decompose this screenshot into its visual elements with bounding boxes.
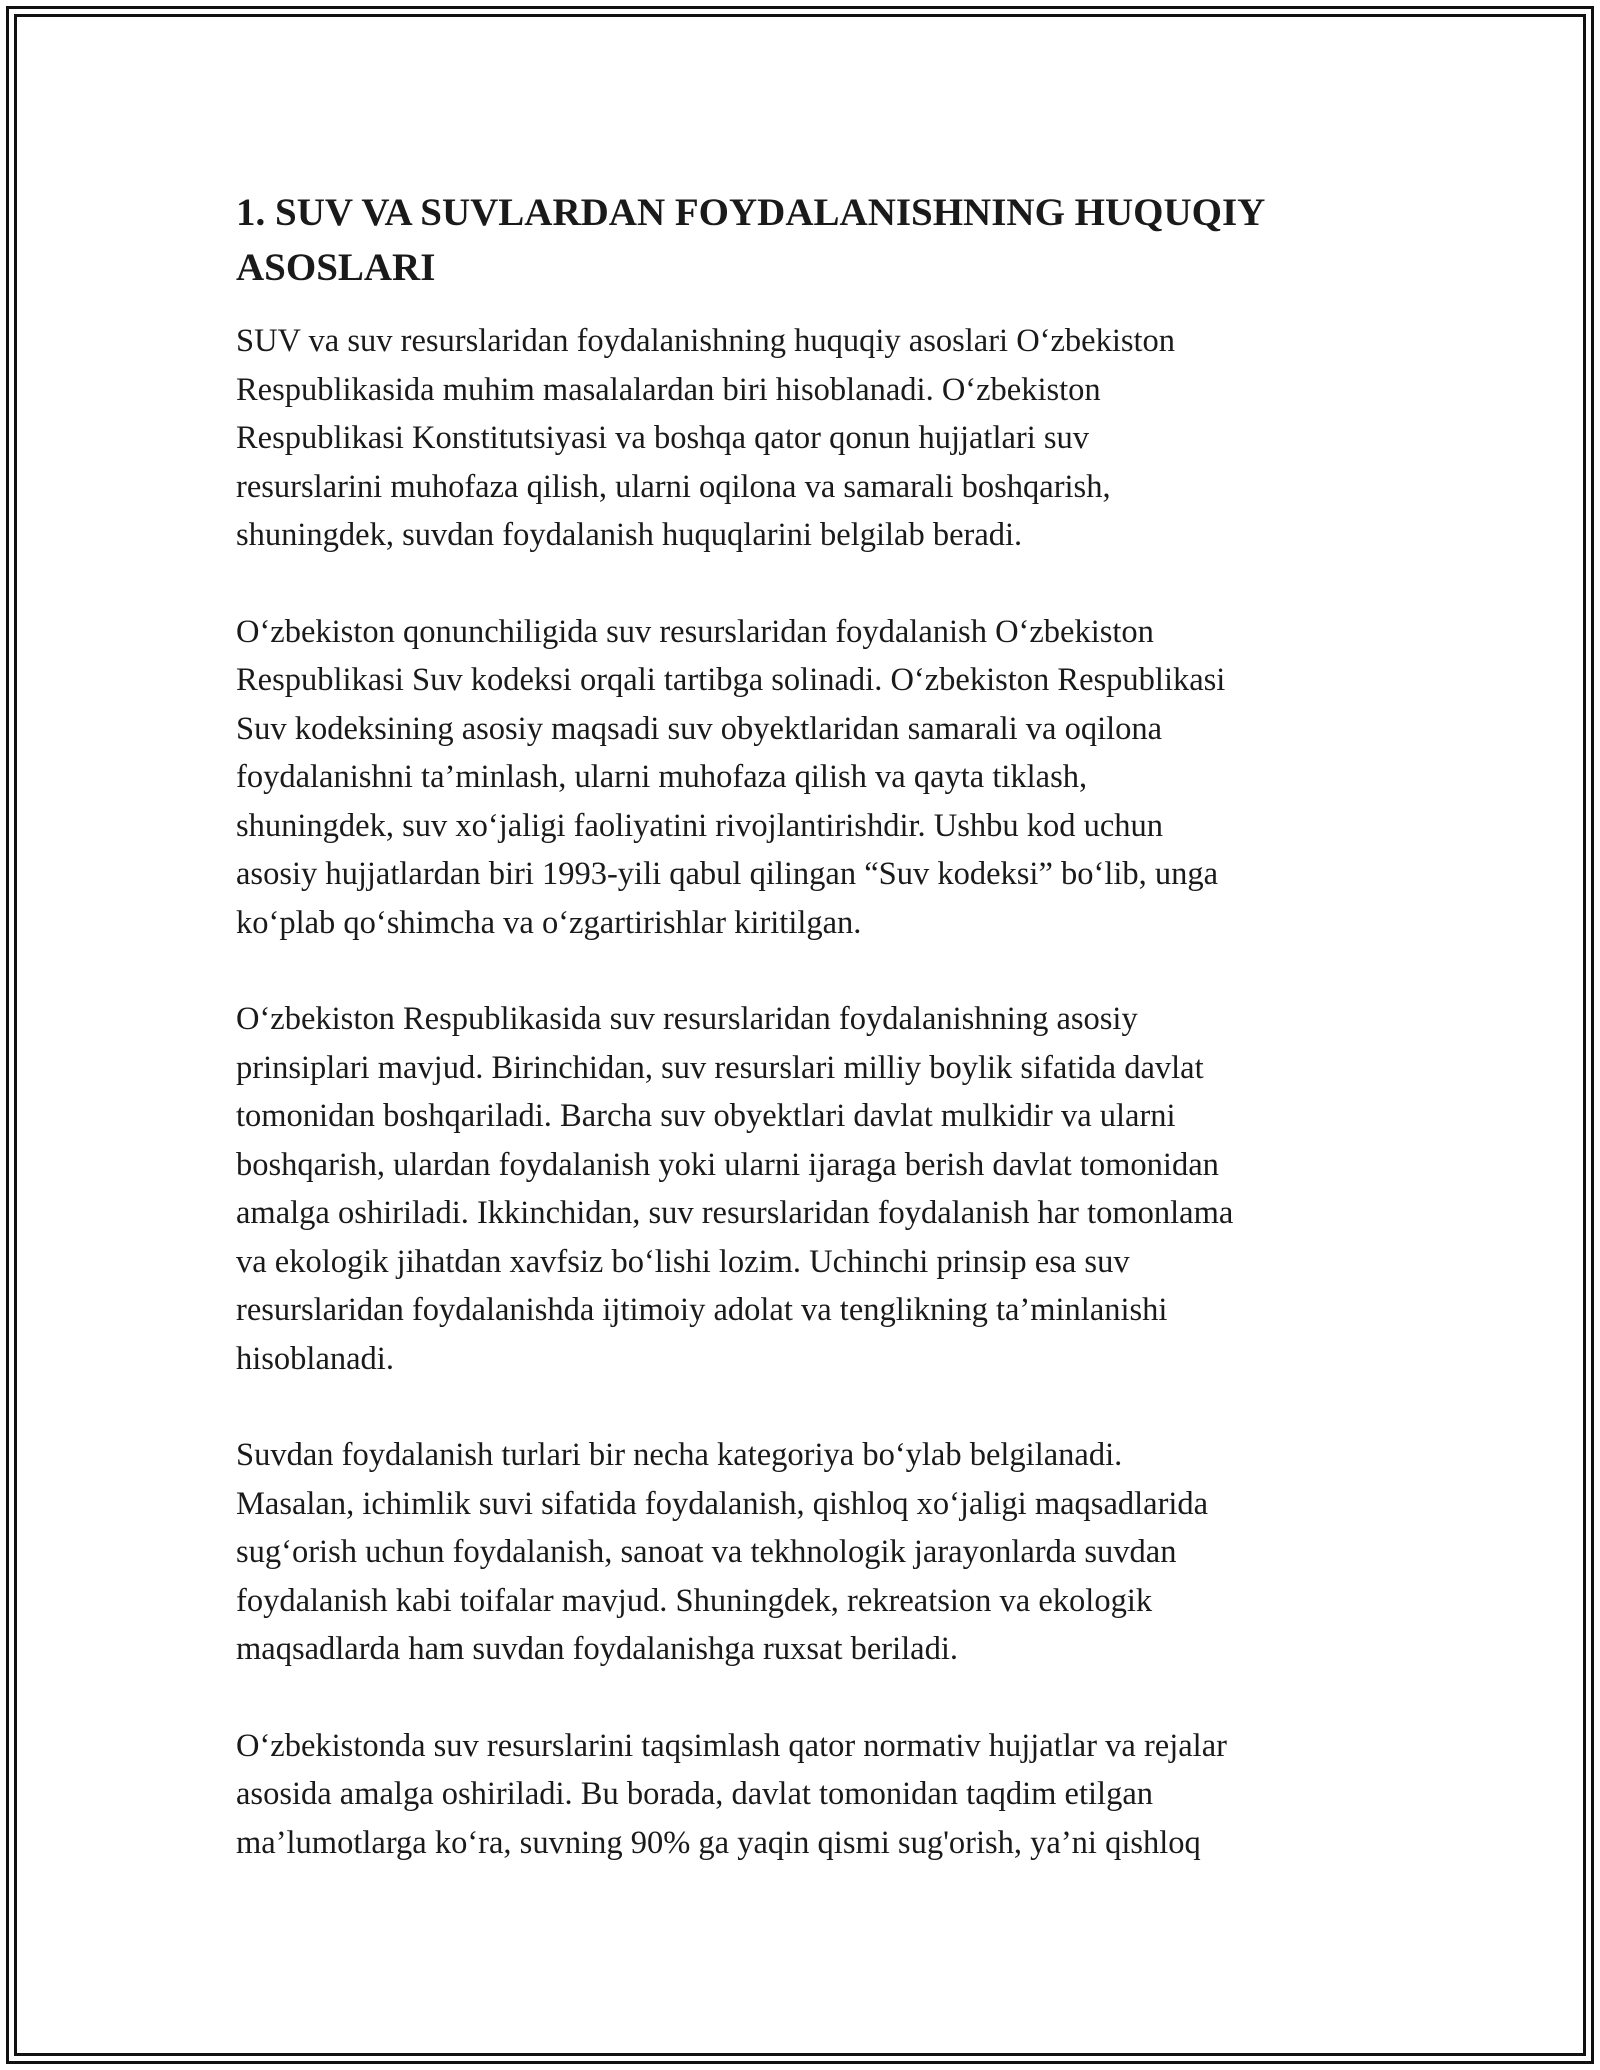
text-line: SUV va suv resurslaridan foydalanishning huquqiy asoslari O‘zbekiston <box>236 323 1176 359</box>
text-line: ko‘plab qo‘shimcha va o‘zgartirishlar kiritilgan. <box>236 904 862 941</box>
text-line: shuningdek, suvdan foydalanish huquqlarini belgilab beradi. <box>236 517 1023 553</box>
text-line: asosiy hujjatlardan biri 1993-yili qabul qilingan “Suv kodeksi” bo‘lib, unga <box>236 856 1219 892</box>
text-line: maqsadlarda ham suvdan foydalanishga ruxsat beriladi. <box>236 1631 958 1667</box>
paragraph-1 <box>236 317 1376 560</box>
text-line: tomonidan boshqariladi. Barcha suv obyektlari davlat mulkidir va ularni <box>236 1098 1176 1134</box>
section-title-line: 1. SUV VA SUVLARDAN FOYDALANISHNING HUQUQIY <box>236 191 1266 234</box>
text-line: Suvdan foydalanish turlari bir necha kategoriya bo‘ylab belgilanadi. <box>236 1437 1123 1473</box>
text-line: Respublikasida muhim masalalardan biri hisoblanadi. O‘zbekiston <box>236 371 1101 408</box>
text-line: O‘zbekiston qonunchiligida suv resurslaridan foydalanish O‘zbekiston <box>236 613 1154 650</box>
text-line: foydalanishni ta’minlash, ularni muhofaza qilish va qayta tiklash, <box>236 759 1088 795</box>
text-line: Suv kodeksining asosiy maqsadi suv obyektlaridan samarali va oqilona <box>236 710 1163 747</box>
document-body <box>236 185 1376 1915</box>
text-line: O‘zbekistonda suv resurslarini taqsimlash qator normativ hujjatlar va rejalar <box>236 1727 1227 1764</box>
paragraph-3 <box>236 995 1376 1383</box>
text-line: sug‘orish uchun foydalanish, sanoat va tekhnologik jarayonlarda suvdan <box>236 1534 1177 1570</box>
section-title <box>236 185 1376 295</box>
text-line: Masalan, ichimlik suvi sifatida foydalanish, qishloq xo‘jaligi maqsadlarida <box>236 1485 1209 1522</box>
section-title-line: ASOSLARI <box>236 246 436 289</box>
paragraph-5 <box>236 1722 1376 1868</box>
text-line: va ekologik jihatdan xavfsiz bo‘lishi lozim. Uchinchi prinsip esa suv <box>236 1243 1130 1280</box>
text-line: foydalanish kabi toifalar mavjud. Shuningdek, rekreatsion va ekologik <box>236 1582 1153 1619</box>
paragraph-2 <box>236 608 1376 948</box>
text-line: amalga oshiriladi. Ikkinchidan, suv resurslaridan foydalanish har tomonlama <box>236 1195 1234 1231</box>
text-line: shuningdek, suv xo‘jaligi faoliyatini rivojlantirishdir. Ushbu kod uchun <box>236 807 1164 844</box>
text-line: O‘zbekiston Respublikasida suv resurslaridan foydalanishning asosiy <box>236 1001 1138 1037</box>
text-line: prinsiplari mavjud. Birinchidan, suv resurslari milliy boylik sifatida davlat <box>236 1049 1204 1086</box>
text-line: hisoblanadi. <box>236 1340 394 1377</box>
text-line: Respublikasi Konstitutsiyasi va boshqa qator qonun hujjatlari suv <box>236 420 1090 456</box>
text-line: asosida amalga oshiriladi. Bu borada, davlat tomonidan taqdim etilgan <box>236 1776 1153 1812</box>
text-line: resurslarini muhofaza qilish, ularni oqilona va samarali boshqarish, <box>236 468 1111 505</box>
text-line: boshqarish, ulardan foydalanish yoki ularni ijaraga berish davlat tomonidan <box>236 1146 1219 1183</box>
paragraph-4 <box>236 1431 1376 1674</box>
text-line: Respublikasi Suv kodeksi orqali tartibga solinadi. O‘zbekiston Respublikasi <box>236 662 1226 698</box>
text-line: ma’lumotlarga ko‘ra, suvning 90% ga yaqin qismi sug'orish, ya’ni qishloq <box>236 1824 1201 1861</box>
text-line: resurslaridan foydalanishda ijtimoiy adolat va tenglikning ta’minlanishi <box>236 1292 1168 1328</box>
